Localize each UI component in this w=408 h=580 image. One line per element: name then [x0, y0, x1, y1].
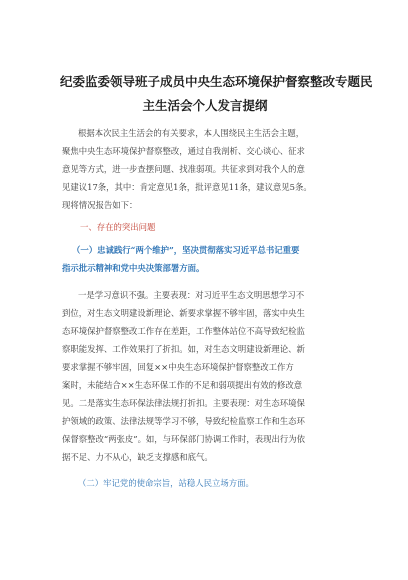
paragraph-line: 一是学习意识不强。主要表现：对习近平生态文明思想学习不: [78, 290, 305, 300]
paragraph-line: 据不足、力不从心，缺乏支撑感和底气。: [62, 452, 213, 462]
section-heading: 一、存在的突出问题: [80, 222, 156, 232]
paragraph-line: 根据本次民主生活会的有关要求，本人围绕民主生活会主题，: [78, 128, 305, 138]
paragraph-line: 见。二是落实生态环保法律法规打折扣。主要表现：对生态环境保: [62, 398, 305, 408]
paragraph-line: 意见等方式，进一步查摆问题、找准弱项。共征求到对我个人的意: [62, 164, 305, 174]
paragraph-line: 现将情况报告如下：: [62, 200, 138, 210]
paragraph-line: 保督察整改“两张皮”。如，与环保部门协调工作时，表现出行为依: [62, 434, 306, 444]
subsection-heading: 指示批示精神和党中央决策部署方面。: [62, 263, 205, 273]
paragraph-line: 态环境保护督察整改工作存在差距，工作整体站位不高导致纪检监: [62, 326, 305, 336]
paragraph-line: 案时，未能结合××生态环保工作的不足和弱项提出有效的修改意: [62, 380, 303, 390]
paragraph-line: 到位，对生态文明建设新理论、新要求掌握不够牢固，落实中央生: [62, 308, 305, 318]
subsection-heading: （二）牢记党的使命宗旨，站稳人民立场方面。: [78, 478, 254, 488]
paragraph-line: 见建议17条，其中：肯定意见1条，批评意见11条，建议意见5条。: [62, 182, 312, 192]
paragraph-line: 护领域的政策、法律法规等学习不够，导致纪检监察工作和生态环: [62, 416, 305, 426]
paragraph-line: 要求掌握不够牢固，回复××中央生态环境保护督察整改工作方: [62, 362, 294, 372]
document-title-line-2: 主生活会个人发言提纲: [142, 98, 268, 113]
subsection-heading: （一）忠诚践行“两个维护”，坚决贯彻落实习近平总书记重要: [72, 245, 300, 255]
paragraph-line: 察职能发挥、工作效果打了折扣。如，对生态文明建设新理论、新: [62, 344, 305, 354]
document-title-line-1: 纪委监委领导班子成员中央生态环境保护督察整改专题民: [60, 74, 373, 89]
paragraph-line: 聚焦中央生态环境保护督察整改，通过自我剖析、交心谈心、征求: [62, 146, 305, 156]
